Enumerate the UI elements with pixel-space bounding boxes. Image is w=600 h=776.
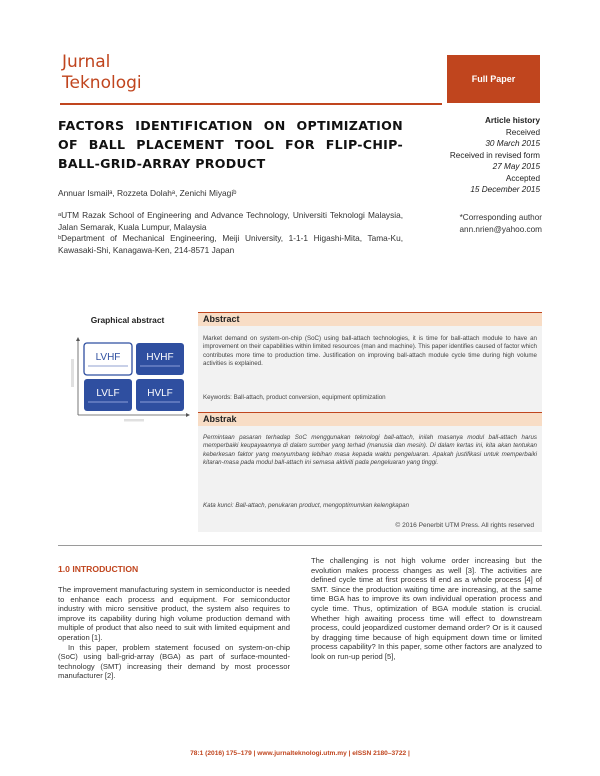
abstrak-heading: Abstrak (203, 414, 237, 424)
abstract-header (198, 312, 542, 326)
graphical-abstract-figure (64, 335, 192, 425)
quadrant-hvlf-label: HVLF (147, 388, 173, 399)
accepted-date: 15 December 2015 (470, 185, 540, 194)
axis-x-label-mark (124, 419, 144, 422)
full-paper-label: Full Paper (471, 74, 516, 84)
abstrak-text: Permintaan pasaran terhadap SoC menggunakan teknologi ball-attach, inilah masanya modul ball-attach harus memperbaiki keupayaannya di dalam sumber yang terhad (manusia dan mesin). Di dalam kertas ini, kita akan tentukan keberkesan faktor yang menyumbang lebihan masa kepada waktu pengeluaran. Apakah justifikasi untuk memperbaiki kitaran-masa pada modul ball-attach ini semasa aktiviti pada pengeluaran yang tinggi. (203, 434, 537, 467)
quadrant-lvlf-note (88, 401, 128, 403)
page-footer: 78:1 (2016) 175–179 | www.jurnalteknologi.utm.my | eISSN 2180–3722 | (190, 750, 410, 757)
abstract-keywords: Keywords: Ball-attach, product conversion, equipment optimization (203, 394, 386, 401)
quadrant-lvhf-note (88, 365, 128, 367)
quadrant-hvlf-note (140, 401, 180, 403)
axis-y-label-mark (71, 359, 74, 387)
corresponding-label: *Corresponding author (459, 213, 542, 222)
journal-name-line2: Teknologi (62, 73, 142, 93)
body-column-left (58, 585, 290, 681)
affiliation-b: ᵇDepartment of Mechanical Engineering, Meiji University, 1-1-1 Higashi-Mita, Tama-Ku, Kawasaki-Shi, Kanagawa-Ken, 214-8571 Japan (58, 233, 403, 255)
copyright: © 2016 Penerbit UTM Press. All rights reserved (395, 522, 534, 529)
intro-paragraph-3: The challenging is not high volume order increasing but the evolution makes process changes as well [3]. The activities are defined cycle time at first process til end as a whole process [4] of SMT. Since the production waiting time are increasing, at the same time BGA has to improve its own individual operation process and cycle time. Thus, optimization of BGA module station is crucial. Whether high awaiting process time will effect to downstream process, could jeopardized customer demand order? Or is it caused by dragging time because of high equipment down time or limited process capability? In this paper, some other factors are analyzed to look on run-up period [5], (311, 556, 542, 661)
axis-y-arrow (76, 337, 80, 341)
abstract-text: Market demand on system-on-chip (SoC) using ball-attach technologies, it is time for ball-attach module to have an improvement on their capabilities within limited resources (man and machine). This paper identifies caused of factor which contributes more time to production time. Justification on improving ball-attach module cycle time during high volume activities is explained. (203, 335, 537, 368)
author-list: Annuar Ismailᵃ, Rozzeta Dolahᵃ, Zenichi Miyagiᵇ (58, 188, 237, 198)
section-divider (58, 545, 542, 546)
journal-name (62, 52, 142, 94)
quadrant-lvlf-label: LVLF (96, 388, 120, 399)
introduction-heading: 1.0 INTRODUCTION (58, 564, 139, 574)
header-rule (60, 103, 442, 105)
revised-date: 27 May 2015 (492, 162, 540, 171)
quadrant-hvhf-label: HVHF (146, 352, 174, 363)
paper-title: FACTORS IDENTIFICATION ON OPTIMIZATION OF BALL PLACEMENT TOOL FOR FLIP-CHIP-BALL-GRID-ARRAY PRODUCT (58, 118, 403, 171)
abstrak-header (198, 412, 542, 426)
accepted-label: Accepted (505, 173, 540, 183)
abstract-heading: Abstract (203, 314, 240, 324)
received-label: Received (505, 127, 540, 137)
graphical-abstract-heading: Graphical abstract (90, 315, 165, 325)
article-history (408, 115, 540, 196)
axis-x-arrow (186, 413, 190, 417)
abstrak-keywords: Kata kunci: Ball-attach, penukaran product, mengoptimumkan kelengkapan (203, 502, 410, 509)
body-column-right (311, 556, 542, 662)
abstract-panel (198, 312, 542, 532)
affiliation-a: ᵃUTM Razak School of Engineering and Advance Technology, Universiti Teknologi Malaysia, Jalan Semarak, Kuala Lumpur, Malaysia (58, 210, 403, 232)
corresponding-author (420, 212, 542, 235)
affiliations (58, 210, 403, 256)
intro-paragraph-1: The improvement manufacturing system in semiconductor is needed to enhance each process and equipment. For semiconductor industry with micro sensitive product, the system also requires to improve its capability during high volume production demand with multiple of product that also need to suit with limited equipment and operation [1]. (58, 585, 290, 642)
journal-name-line1: Jurnal (62, 52, 111, 72)
intro-paragraph-2: In this paper, problem statement focused on system-on-chip (SoC) using ball-grid-array (BGA) as part of surface-mounted-technology (SMT) increasing their demand by most processor manufacturer [2]. (58, 642, 290, 681)
revised-label: Received in revised form (449, 150, 540, 160)
quadrant-hvhf-note (140, 365, 180, 367)
corresponding-email[interactable]: ann.nrien@yahoo.com (459, 224, 542, 234)
received-date: 30 March 2015 (485, 139, 540, 148)
full-paper-badge (447, 55, 540, 103)
history-heading: Article history (484, 116, 540, 125)
quadrant-lvhf-label: LVHF (95, 352, 121, 363)
